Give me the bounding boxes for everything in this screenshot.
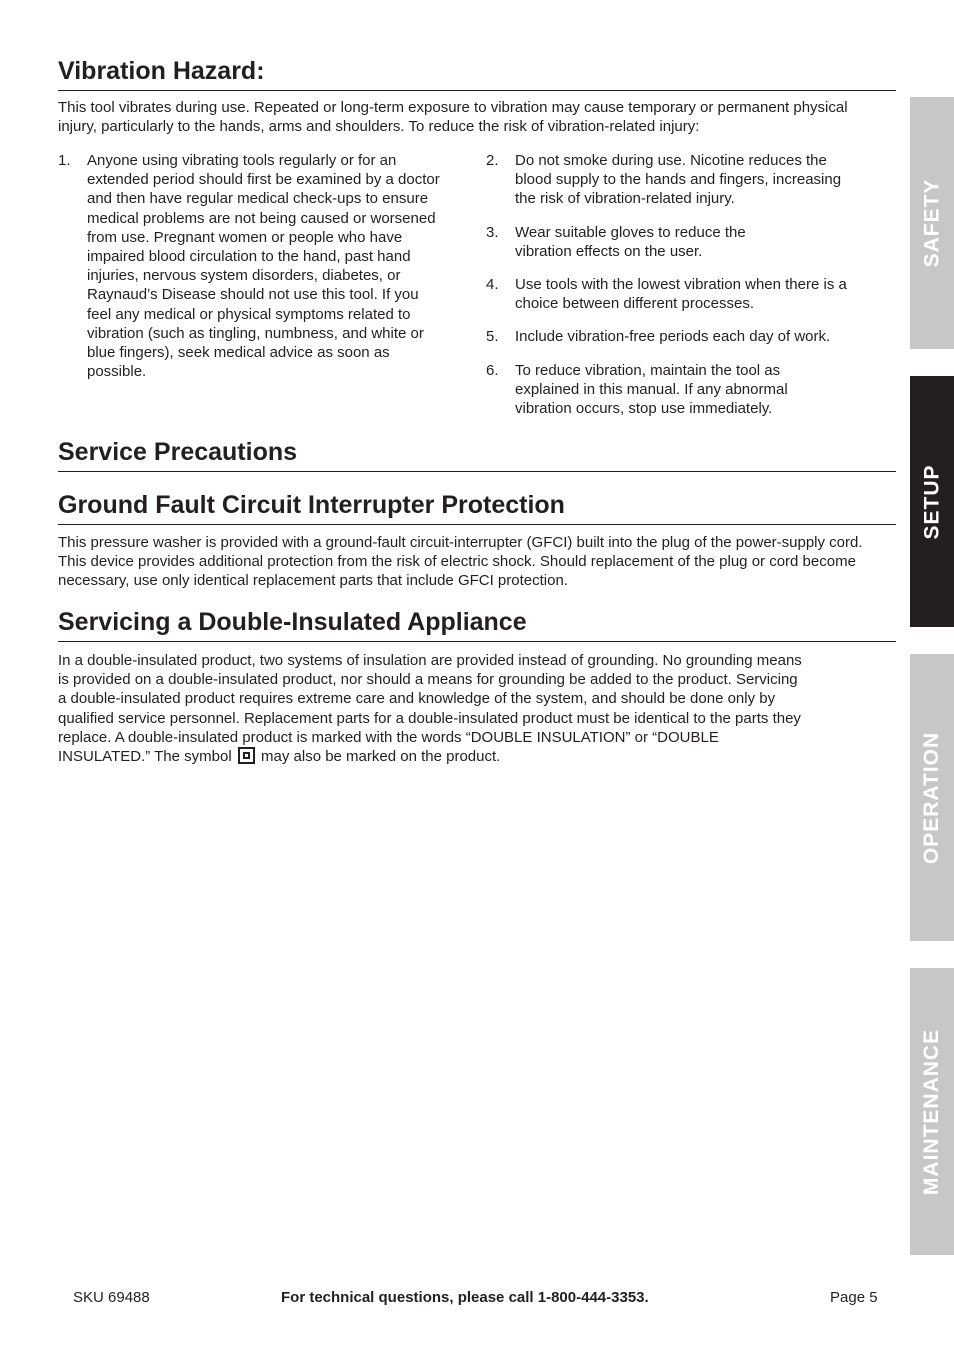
list-item-number: 5. (486, 328, 499, 346)
footer-page-number: Page 5 (830, 1289, 878, 1306)
list-item-text: To reduce vibration, maintain the tool as explained in this manual. If any abnormal vibration occurs, stop use immediately. (515, 361, 788, 418)
double-insulated-text-before: In a double-insulated product, two systems of insulation are provided instead of grounding. No grounding means is provided on a double-insulated product, nor should a means for grounding be added to the product. Servicing a double-insulated product requires extreme care and knowledge of the system, and should be done only by qualified service personnel. Replacement parts for a double-insulated product must be identical to the parts they replace. A double-insulated product is marked with the words “DOUBLE INSULATION” or “DOUBLE INSULATED.” The symbol (58, 652, 802, 766)
gfci-heading: Ground Fault Circuit Interrupter Protection (58, 490, 896, 525)
list-item (486, 275, 866, 313)
vibration-list-left (58, 151, 443, 381)
tab-setup-label: SETUP (920, 463, 944, 540)
list-item-text: Wear suitable gloves to reduce the vibration effects on the user. (515, 223, 746, 260)
list-item (486, 151, 866, 209)
list-item-number: 3. (486, 223, 499, 241)
double-insulated-text-after: may also be marked on the product. (261, 748, 501, 766)
list-item-number: 4. (486, 276, 499, 294)
list-item (486, 327, 866, 346)
list-item (58, 151, 443, 381)
list-item (486, 361, 835, 419)
list-item-text: Include vibration-free periods each day of work. (515, 328, 831, 346)
list-item-number: 6. (486, 361, 499, 379)
list-item-number: 1. (58, 152, 71, 169)
tab-setup[interactable] (910, 376, 954, 627)
tab-safety-label: SAFETY (920, 178, 943, 268)
list-item (486, 223, 795, 261)
service-precautions-heading: Service Precautions (58, 437, 896, 472)
tab-safety[interactable] (910, 97, 954, 349)
double-insulated-heading: Servicing a Double-Insulated Appliance (58, 607, 896, 642)
gfci-text: This pressure washer is provided with a ground-fault circuit-interrupter (GFCI) built into the plug of the power-supply cord. This device provides additional protection from the risk of electric shock. Should replacement of the plug or cord become necessary, use only identical replacement parts that include GFCI protection. (58, 534, 863, 590)
footer-contact: For technical questions, please call 1-800-444-3353. (281, 1289, 649, 1306)
list-item-number: 2. (486, 152, 499, 169)
footer-sku: SKU 69488 (73, 1289, 150, 1306)
tab-maintenance[interactable] (910, 968, 954, 1255)
list-item-text: Use tools with the lowest vibration when there is a choice between different processes. (515, 276, 847, 313)
vibration-list-right (486, 151, 866, 418)
tab-operation-label: OPERATION (920, 731, 944, 864)
list-item-text: Anyone using vibrating tools regularly or for an extended period should first be examined by a doctor and then have regular medical check-ups to ensure medical problems are not being caused or worsened from use. Pregnant women or people who have impaired blood circulation to the hand, past hand injuries, nervous system disorders, diabetes, or Raynaud’s Disease should not use this tool. If you feel any medical or physical symptoms related to vibration (such as tingling, numbness, and white or blue fingers), seek medical advice as soon as possible. (87, 152, 440, 381)
tab-operation[interactable] (910, 654, 954, 941)
tab-maintenance-label: MAINTENANCE (920, 1028, 944, 1195)
vibration-intro: This tool vibrates during use. Repeated or long-term exposure to vibration may cause temporary or permanent physical injury, particularly to the hands, arms and shoulders. To reduce the risk of vibration-related injury: (58, 99, 848, 136)
list-item-text: Do not smoke during use. Nicotine reduces the blood supply to the hands and fingers, increasing the risk of vibration-related injury. (515, 152, 842, 208)
double-square-icon (238, 747, 255, 764)
vibration-hazard-heading: Vibration Hazard: (58, 56, 896, 91)
double-insulated-text (58, 651, 808, 766)
